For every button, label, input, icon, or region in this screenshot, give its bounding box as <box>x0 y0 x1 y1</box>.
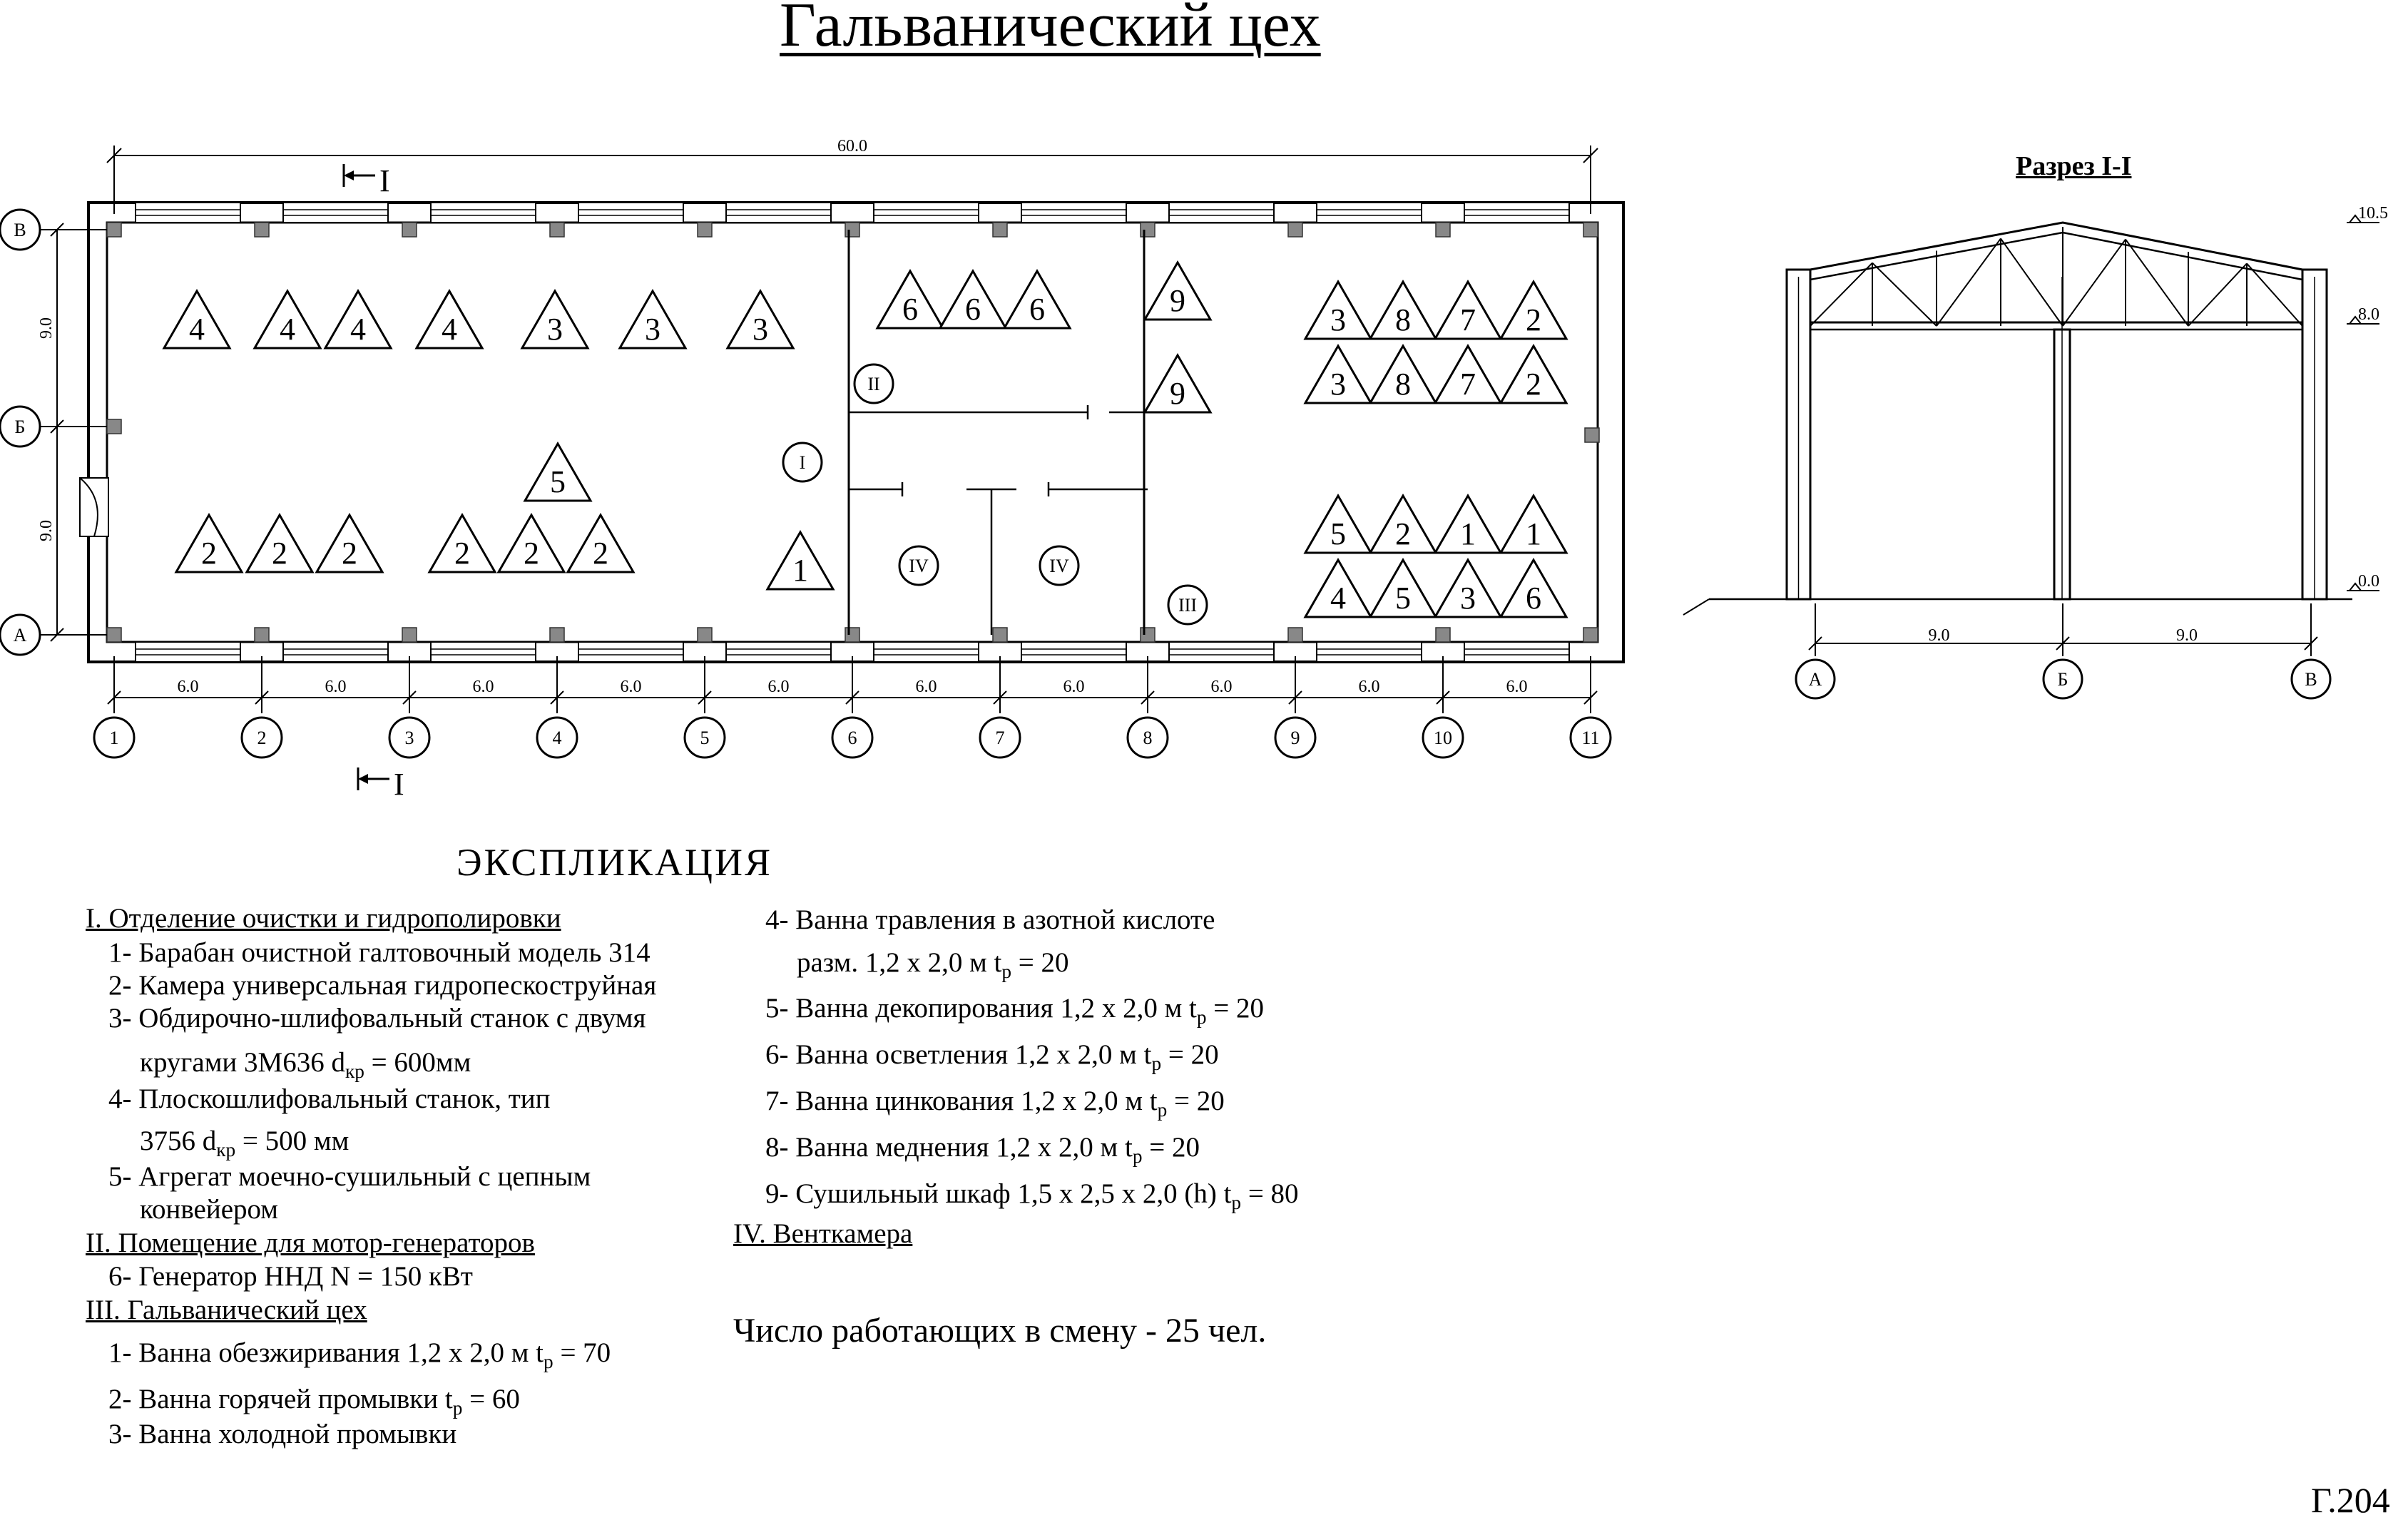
bay-dimension-value: 6.0 <box>325 678 347 696</box>
explication-line: 5- Ванна декопирования 1,2 х 2,0 м $t_р = 20$ <box>765 993 1265 1028</box>
room-label-2: II <box>867 374 880 395</box>
column <box>1583 628 1598 642</box>
cut-mark-arrow <box>344 170 354 180</box>
equipment-number: 1 <box>792 553 808 588</box>
equipment-number: 6 <box>1029 292 1045 327</box>
window <box>136 203 240 223</box>
column <box>1436 628 1450 642</box>
window <box>578 642 683 662</box>
explication-line: 7- Ванна цинкования 1,2 х 2,0 м $t_р = 20$ <box>765 1086 1225 1121</box>
equipment-number: 6 <box>965 292 981 327</box>
window <box>1317 203 1422 223</box>
equipment-number: 5 <box>1330 516 1346 551</box>
cut-mark-label: I <box>379 163 390 198</box>
equipment-number: 3 <box>1330 367 1346 402</box>
window <box>1464 203 1569 223</box>
equipment-number: 3 <box>1460 581 1476 616</box>
equipment-number: 7 <box>1460 302 1476 337</box>
column <box>1583 223 1598 237</box>
axis-4: 4 <box>552 728 562 749</box>
axis-А: А <box>13 625 27 646</box>
column <box>255 628 269 642</box>
axis-Б: Б <box>14 417 26 438</box>
window <box>726 203 831 223</box>
truss-web <box>1810 263 1872 326</box>
window <box>1169 642 1274 662</box>
axis-1: 1 <box>109 728 119 749</box>
truss-web <box>2001 238 2063 326</box>
column <box>993 628 1007 642</box>
window <box>726 642 831 662</box>
explication-line: 6- Генератор ННД N = 150 кВт <box>108 1261 473 1292</box>
equipment-number: 9 <box>1170 376 1185 411</box>
row-dimension-value: 9.0 <box>37 520 56 541</box>
truss-web <box>2247 263 2302 326</box>
explication-line: 1- Ванна обезжиривания 1,2 х 2,0 м $t_р = 70$ <box>108 1337 611 1372</box>
column <box>1141 628 1155 642</box>
equipment-number: 1 <box>1460 516 1476 551</box>
column <box>698 223 712 237</box>
ground-slope <box>1683 599 1709 615</box>
explication-line: 4- Плоскошлифовальный станок, тип <box>108 1083 551 1114</box>
window <box>136 642 240 662</box>
equipment-number: 4 <box>350 312 366 347</box>
explication-line: 5- Агрегат моечно-сушильный с цепным <box>108 1161 591 1192</box>
bay-dimension-value: 6.0 <box>1063 678 1085 696</box>
level-value: 8.0 <box>2358 305 2379 324</box>
floor-plan <box>0 137 1623 802</box>
equipment-number: 6 <box>902 292 918 327</box>
level-value: 0.0 <box>2358 572 2379 591</box>
span-dimension-value: 9.0 <box>2176 626 2198 645</box>
equipment-number: 6 <box>1526 581 1541 616</box>
truss-top-chord <box>1810 223 2302 270</box>
window <box>874 203 979 223</box>
overall-dimension-value: 60.0 <box>837 137 867 155</box>
axis-8: 8 <box>1143 728 1153 749</box>
equipment-number: 4 <box>442 312 457 347</box>
column <box>550 223 564 237</box>
bay-dimension-value: 6.0 <box>177 678 199 696</box>
window <box>1021 642 1126 662</box>
explication-line: 3756 $d_{кр} = 500$ мм <box>140 1126 350 1161</box>
axis-11: 11 <box>1581 728 1600 749</box>
equipment-number: 9 <box>1170 283 1185 318</box>
equipment-number: 2 <box>1526 302 1541 337</box>
column <box>845 223 859 237</box>
column <box>1288 628 1302 642</box>
equipment-number: 2 <box>201 536 217 571</box>
truss-web <box>1872 263 1937 326</box>
equipment-number: 3 <box>1330 302 1346 337</box>
equipment-number: 8 <box>1395 302 1411 337</box>
column <box>1585 428 1599 442</box>
drawing-title: Гальванический цех <box>780 0 1321 60</box>
window <box>431 203 536 223</box>
explication-line: IV. Венткамера <box>733 1218 913 1249</box>
axis-5: 5 <box>700 728 710 749</box>
equipment-number: 4 <box>189 312 205 347</box>
window <box>431 642 536 662</box>
bay-dimension-value: 6.0 <box>767 678 790 696</box>
equipment-number: 1 <box>1526 516 1541 551</box>
column <box>993 223 1007 237</box>
section-axis-В: В <box>2305 669 2317 690</box>
bay-dimension-value: 6.0 <box>915 678 937 696</box>
cut-mark-arrow <box>358 774 368 784</box>
room-label-4: IV <box>909 556 929 577</box>
crew-count: Число работающих в смену - 25 чел. <box>733 1312 1267 1350</box>
column <box>1288 223 1302 237</box>
room-label-1: I <box>799 452 806 474</box>
window <box>283 642 388 662</box>
span-dimension-value: 9.0 <box>1928 626 1950 645</box>
equipment-number: 5 <box>550 464 566 499</box>
column <box>107 419 121 434</box>
explication-line: конвейером <box>140 1194 278 1225</box>
window <box>283 203 388 223</box>
axis-10: 10 <box>1434 728 1452 749</box>
explication-line: 4- Ванна травления в азотной кислоте <box>765 904 1215 935</box>
window <box>1317 642 1422 662</box>
cross-section <box>1683 204 2388 698</box>
equipment-number: 5 <box>1395 581 1411 616</box>
room-label-3: III <box>1178 595 1197 616</box>
inner-wall <box>107 223 1598 642</box>
section-axis-А: А <box>1808 669 1822 690</box>
explication-line: 2- Камера универсальная гидропескоструйная <box>108 970 657 1001</box>
column <box>107 223 121 237</box>
column <box>1436 223 1450 237</box>
equipment-number: 2 <box>524 536 539 571</box>
cut-mark-label: I <box>394 767 404 802</box>
column <box>698 628 712 642</box>
equipment-number: 3 <box>547 312 563 347</box>
equipment-number: 3 <box>752 312 768 347</box>
explication-heading: ЭКСПЛИКАЦИЯ <box>456 841 772 884</box>
column <box>1141 223 1155 237</box>
explication-line: 3- Ванна холодной промывки <box>108 1419 457 1449</box>
explication-line: I. Отделение очистки и гидрополировки <box>86 903 561 934</box>
equipment-number: 4 <box>280 312 295 347</box>
bay-dimension-value: 6.0 <box>1210 678 1233 696</box>
axis-В: В <box>14 220 26 241</box>
window <box>874 642 979 662</box>
equipment-number: 2 <box>593 536 608 571</box>
equipment-number: 3 <box>645 312 660 347</box>
explication-line: 1- Барабан очистной галтовочный модель 314 <box>108 937 651 968</box>
room-label-5: IV <box>1049 556 1069 577</box>
explication-line: 2- Ванна горячей промывки $t_р = 60$ <box>108 1384 520 1419</box>
explication-line: 6- Ванна осветления 1,2 х 2,0 м $t_р = 20$ <box>765 1039 1219 1074</box>
axis-6: 6 <box>847 728 857 749</box>
bay-dimension-value: 6.0 <box>620 678 642 696</box>
explication-line: 3- Обдирочно-шлифовальный станок с двумя <box>108 1003 646 1034</box>
column <box>402 628 417 642</box>
truss-web <box>2126 240 2188 326</box>
axis-7: 7 <box>995 728 1005 749</box>
column <box>255 223 269 237</box>
level-value: 10.5 <box>2358 204 2388 223</box>
column <box>107 628 121 642</box>
bay-dimension-value: 6.0 <box>1358 678 1380 696</box>
equipment-number: 8 <box>1395 367 1411 402</box>
equipment-number: 2 <box>1395 516 1411 551</box>
bay-dimension-value: 6.0 <box>1506 678 1528 696</box>
window <box>578 203 683 223</box>
explication-line: 8- Ванна меднения 1,2 х 2,0 м $t_р = 20$ <box>765 1132 1200 1167</box>
axis-2: 2 <box>257 728 267 749</box>
section-axis-Б: Б <box>2057 669 2068 690</box>
explication-line: разм. 1,2 х 2,0 м $t_р = 20$ <box>797 947 1069 982</box>
explication-line: II. Помещение для мотор-генераторов <box>86 1228 535 1258</box>
explication-line: кругами 3М636 $d_{кр} = 600мм$ <box>140 1047 471 1082</box>
equipment-number: 2 <box>1526 367 1541 402</box>
explication-line: 9- Сушильный шкаф 1,5 х 2,5 х 2,0 (h) $t_р = 80$ <box>765 1178 1299 1213</box>
bay-dimension-value: 6.0 <box>472 678 494 696</box>
section-title: Разрез I-I <box>2016 151 2132 181</box>
equipment-number: 2 <box>454 536 470 571</box>
column <box>402 223 417 237</box>
window <box>1021 203 1126 223</box>
equipment-number: 2 <box>342 536 357 571</box>
axis-3: 3 <box>404 728 414 749</box>
truss-web <box>1937 238 2001 326</box>
truss-web <box>2063 240 2126 326</box>
entrance-door <box>80 478 108 536</box>
row-dimension-value: 9.0 <box>37 317 56 339</box>
truss-web <box>2188 263 2247 326</box>
equipment-number: 4 <box>1330 581 1346 616</box>
explication-line: III. Гальванический цех <box>86 1295 367 1325</box>
window <box>1464 642 1569 662</box>
sheet-code: Г.204 <box>2311 1480 2390 1520</box>
column <box>550 628 564 642</box>
column <box>845 628 859 642</box>
window <box>1169 203 1274 223</box>
equipment-number: 7 <box>1460 367 1476 402</box>
axis-9: 9 <box>1290 728 1300 749</box>
equipment-number: 2 <box>272 536 287 571</box>
